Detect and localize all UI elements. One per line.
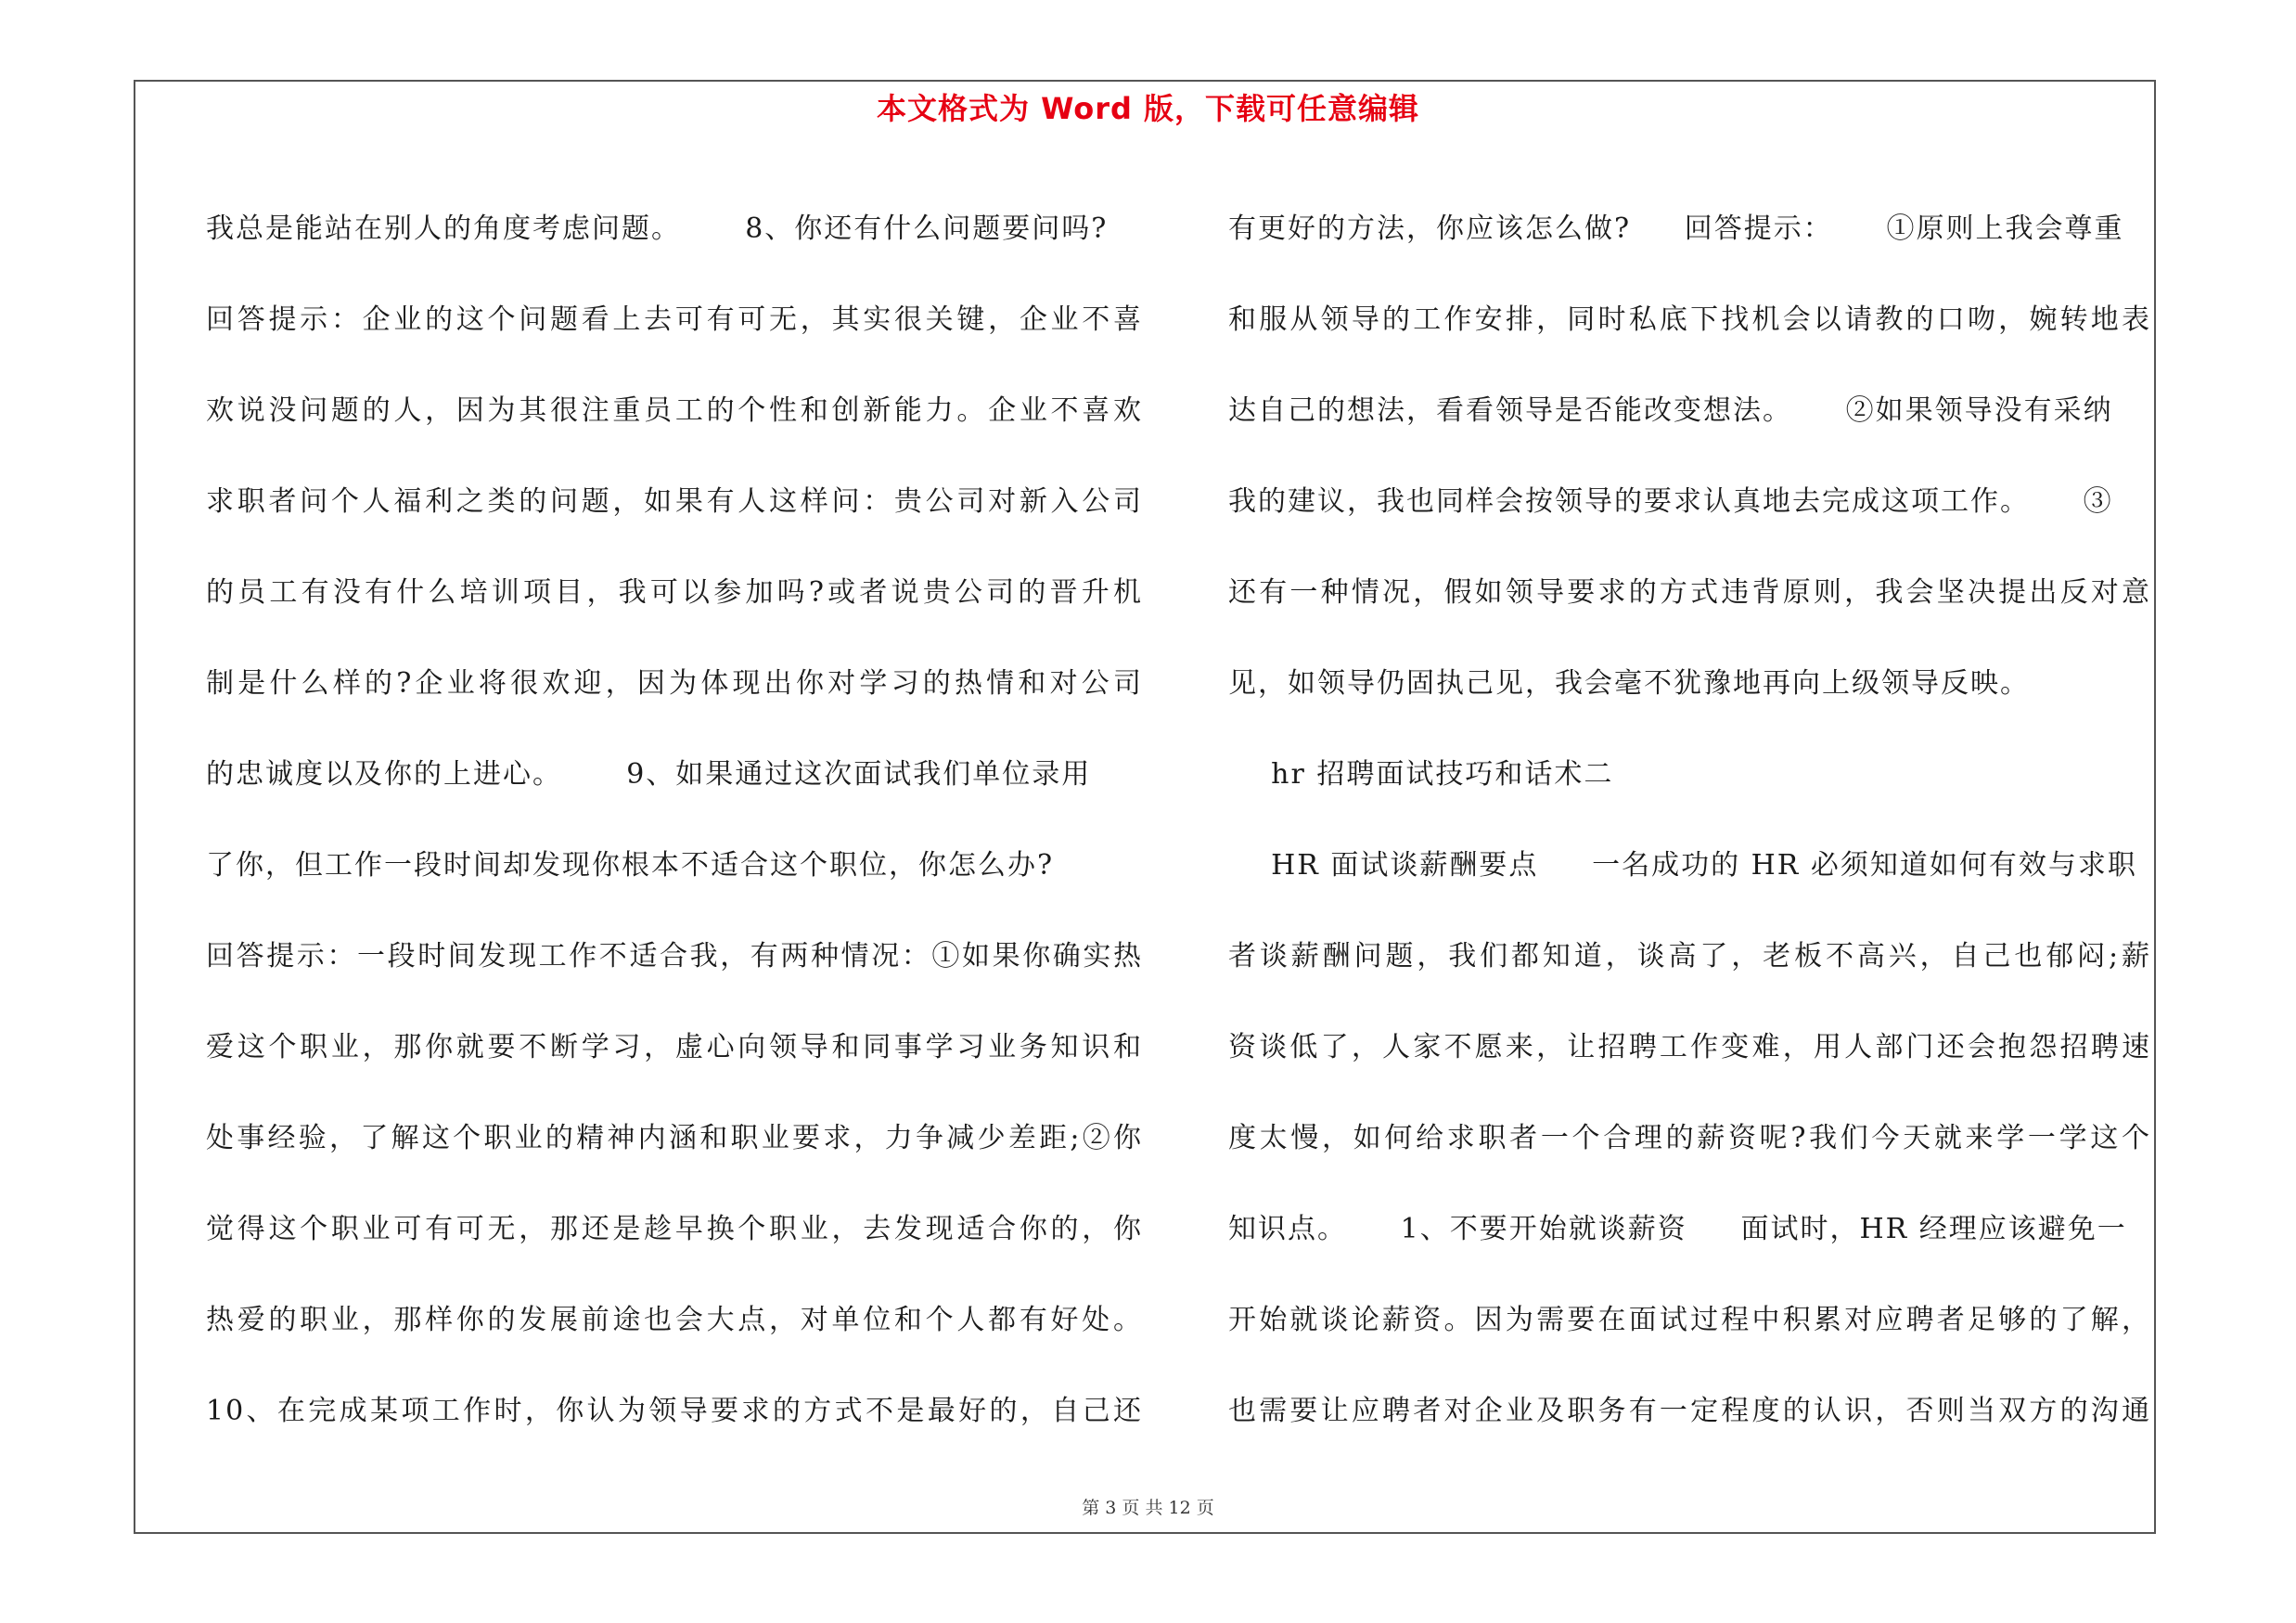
right-column-text-line: 见，如领导仍固执己见，我会毫不犹豫地再向上级领导反映。 (1228, 667, 2030, 700)
left-column-text-line: 的忠诚度以及你的上进心。 9、如果通过这次面试我们单位录用 (206, 758, 1092, 791)
right-column-text-line: 资谈低了，人家不愿来，让招聘工作变难，用人部门还会抱怨招聘速 (1228, 1031, 2151, 1063)
right-column-text-line: 和服从领导的工作安排，同时私底下找机会以请教的口吻，婉转地表 (1228, 303, 2151, 336)
right-column-text-line: 也需要让应聘者对企业及职务有一定程度的认识，否则当双方的沟通 (1228, 1395, 2151, 1427)
left-column-text-line: 制是什么样的?企业将很欢迎，因为体现出你对学习的热情和对公司 (206, 667, 1143, 700)
left-column-text-line: 处事经验，了解这个职业的精神内涵和职业要求，力争减少差距;②你 (206, 1122, 1143, 1154)
left-column-text-line: 回答提示：企业的这个问题看上去可有可无，其实很关键，企业不喜 (206, 303, 1143, 336)
right-column-text-line: 者谈薪酬问题，我们都知道，谈高了，老板不高兴，自己也郁闷;薪 (1228, 940, 2151, 973)
left-column-text-line: 我总是能站在别人的角度考虑问题。 8、你还有什么问题要问吗? (206, 213, 1109, 245)
right-column-text-line: 我的建议，我也同样会按领导的要求认真地去完成这项工作。 ③ (1228, 485, 2113, 518)
left-column-text-line: 回答提示：一段时间发现工作不适合我，有两种情况：①如果你确实热 (206, 940, 1143, 973)
left-column-text-line: 觉得这个职业可有可无，那还是趁早换个职业，去发现适合你的，你 (206, 1213, 1143, 1245)
left-column-text-line: 热爱的职业，那样你的发展前途也会大点，对单位和个人都有好处。 (206, 1304, 1143, 1336)
right-column-text-line: 还有一种情况，假如领导要求的方式违背原则，我会坚决提出反对意 (1228, 576, 2151, 609)
left-column-text-line: 爱这个职业，那你就要不断学习，虚心向领导和同事学习业务知识和 (206, 1031, 1143, 1063)
left-column-text-line: 了你，但工作一段时间却发现你根本不适合这个职位，你怎么办? (206, 849, 1055, 882)
right-column-text-line: hr 招聘面试技巧和话术二 (1228, 758, 1614, 791)
left-column-text-line: 的员工有没有什么培训项目，我可以参加吗?或者说贵公司的晋升机 (206, 576, 1143, 609)
format-banner: 本文格式为 Word 版，下载可任意编辑 (876, 91, 1420, 126)
right-column (1228, 184, 2151, 1457)
right-column-text-line: 达自己的想法，看看领导是否能改变想法。 ②如果领导没有采纳 (1228, 394, 2113, 427)
right-column-text-line: 知识点。 1、不要开始就谈薪资 面试时，HR 经理应该避免一 (1228, 1213, 2127, 1245)
right-column-text-line: 开始就谈论薪资。因为需要在面试过程中积累对应聘者足够的了解， (1228, 1304, 2151, 1336)
left-column-text-line: 欢说没问题的人，因为其很注重员工的个性和创新能力。企业不喜欢 (206, 394, 1143, 427)
left-column (206, 184, 1143, 1457)
right-column-text-line: HR 面试谈薪酬要点 一名成功的 HR 必须知道如何有效与求职 (1228, 849, 2137, 882)
right-column-text-line: 度太慢，如何给求职者一个合理的薪资呢?我们今天就来学一学这个 (1228, 1122, 2151, 1154)
left-column-text-line: 求职者问个人福利之类的问题，如果有人这样问：贵公司对新入公司 (206, 485, 1143, 518)
page-number: 第 3 页 共 12 页 (1082, 1498, 1214, 1518)
right-column-text-line: 有更好的方法，你应该怎么做? 回答提示： ①原则上我会尊重 (1228, 213, 2124, 245)
left-column-text-line: 10、在完成某项工作时，你认为领导要求的方式不是最好的，自己还 (206, 1395, 1143, 1427)
